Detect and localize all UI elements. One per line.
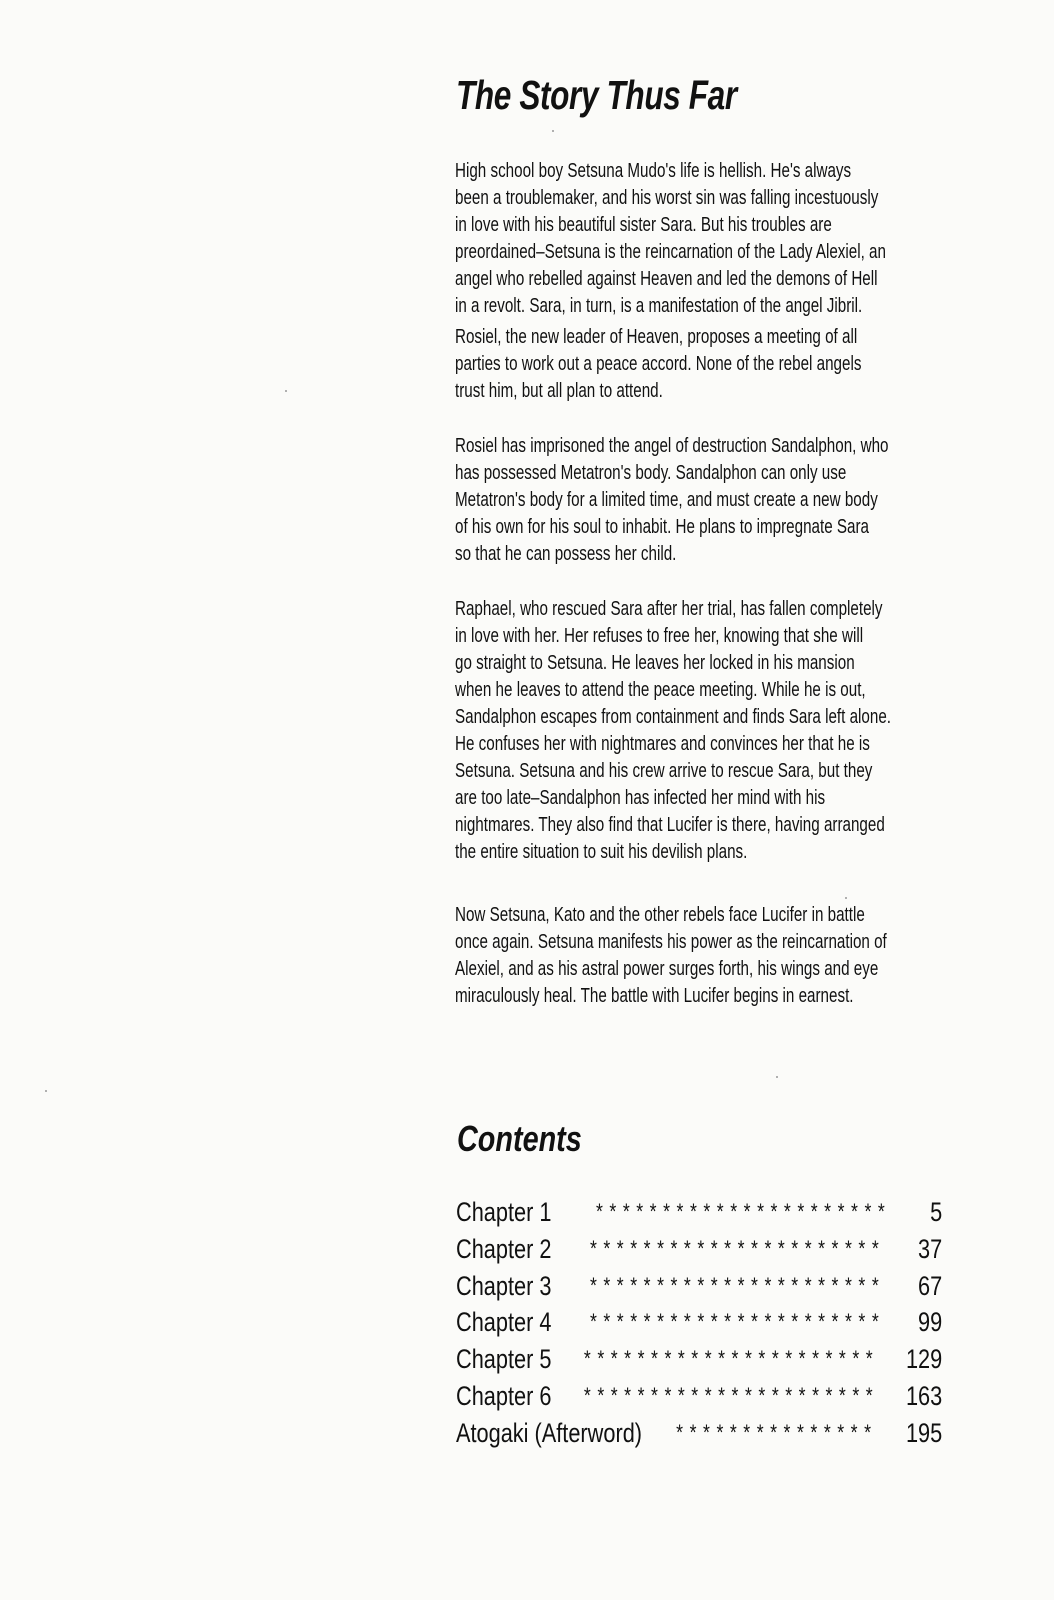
story-line: Sandalphon escapes from containment and finds Sara left alone. (455, 706, 892, 728)
story-paragraph (455, 596, 941, 866)
story-line: the entire situation to suit his devilish plans. (455, 841, 748, 863)
toc-leader: * * * * * * * * * * * * * * * (676, 1419, 872, 1445)
toc-entry (456, 1415, 942, 1452)
scan-speck (45, 1090, 47, 1092)
story-body (455, 158, 941, 1010)
story-line: Rosiel, the new leader of Heaven, proposes a meeting of all (455, 326, 858, 348)
story-line: trust him, but all plan to attend. (455, 380, 663, 402)
story-line: nightmares. They also find that Lucifer is there, having arranged (455, 814, 885, 836)
toc-page: 129 (905, 1344, 943, 1375)
toc-page: 67 (918, 1270, 943, 1301)
story-line: in love with his beautiful sister Sara. But his troubles are (455, 214, 832, 236)
toc-entry (456, 1231, 942, 1268)
toc-leader: * * * * * * * * * * * * * * * * * * * * * * (583, 1346, 874, 1372)
story-line: Raphael, who rescued Sara after her trial, has fallen completely (455, 598, 883, 620)
story-title: The Story Thus Far (456, 72, 737, 118)
toc-label: Chapter 3 (456, 1270, 552, 1301)
story-line: Alexiel, and as his astral power surges forth, his wings and eye (455, 958, 879, 980)
toc-leader: * * * * * * * * * * * * * * * * * * * * * * (583, 1382, 874, 1408)
scan-speck (552, 130, 554, 132)
story-line: has possessed Metatron's body. Sandalphon can only use (455, 462, 847, 484)
story-line: in a revolt. Sara, in turn, is a manifestation of the angel Jibril. (455, 295, 863, 317)
story-line: go straight to Setsuna. He leaves her locked in his mansion (455, 652, 855, 674)
story-paragraph (455, 324, 941, 405)
toc-page: 37 (918, 1233, 943, 1264)
story-line: He confuses her with nightmares and convinces her that he is (455, 733, 870, 755)
toc-entry (456, 1268, 942, 1305)
toc-entry (456, 1341, 942, 1378)
toc-page: 163 (905, 1380, 943, 1411)
story-paragraph (455, 158, 941, 320)
toc-page: 99 (918, 1307, 943, 1338)
toc-leader: * * * * * * * * * * * * * * * * * * * * * * (595, 1199, 886, 1224)
story-line: angel who rebelled against Heaven and led the demons of Hell (455, 268, 878, 290)
toc-leader: * * * * * * * * * * * * * * * * * * * * * * (589, 1272, 880, 1298)
story-line: High school boy Setsuna Mudo's life is hellish. He's always (455, 160, 852, 182)
story-line: Rosiel has imprisoned the angel of destruction Sandalphon, who (455, 435, 889, 457)
toc-entry (456, 1194, 942, 1231)
toc-label: Chapter 5 (456, 1344, 552, 1375)
story-line: are too late–Sandalphon has infected her mind with his (455, 787, 826, 809)
scan-speck (285, 390, 287, 392)
story-line: been a troublemaker, and his worst sin was falling incestuously (455, 187, 879, 209)
scan-speck (776, 1076, 778, 1078)
toc-label: Atogaki (Afterword) (456, 1417, 643, 1448)
story-line: Setsuna. Setsuna and his crew arrive to rescue Sara, but they (455, 760, 873, 782)
toc-entry (456, 1378, 942, 1415)
story-line: in love with her. Her refuses to free her, knowing that she will (455, 625, 864, 647)
story-line: of his own for his soul to inhabit. He plans to impregnate Sara (455, 516, 870, 538)
toc-label: Chapter 1 (456, 1197, 552, 1227)
toc-label: Chapter 4 (456, 1307, 552, 1338)
story-line: once again. Setsuna manifests his power as the reincarnation of (455, 931, 887, 953)
story-line: so that he can possess her child. (455, 543, 677, 565)
toc-label: Chapter 2 (456, 1233, 552, 1264)
story-line: Now Setsuna, Kato and the other rebels face Lucifer in battle (455, 904, 865, 926)
toc-label: Chapter 6 (456, 1380, 552, 1411)
toc-leader: * * * * * * * * * * * * * * * * * * * * * * (589, 1235, 880, 1261)
story-line: miraculously heal. The battle with Lucifer begins in earnest. (455, 985, 854, 1007)
toc-entry (456, 1304, 942, 1341)
story-line: parties to work out a peace accord. None of the rebel angels (455, 353, 862, 375)
toc-leader: * * * * * * * * * * * * * * * * * * * * * * (589, 1309, 880, 1335)
scan-speck (845, 897, 847, 899)
story-line: when he leaves to attend the peace meeting. While he is out, (455, 679, 866, 701)
story-paragraph (455, 433, 941, 568)
toc-page: 195 (905, 1417, 943, 1448)
table-of-contents (456, 1194, 942, 1452)
story-line: preordained–Setsuna is the reincarnation of the Lady Alexiel, an (455, 241, 886, 263)
contents-title: Contents (457, 1118, 582, 1159)
story-line: Metatron's body for a limited time, and must create a new body (455, 489, 878, 511)
toc-page: 5 (930, 1197, 943, 1227)
story-paragraph (455, 902, 941, 1010)
